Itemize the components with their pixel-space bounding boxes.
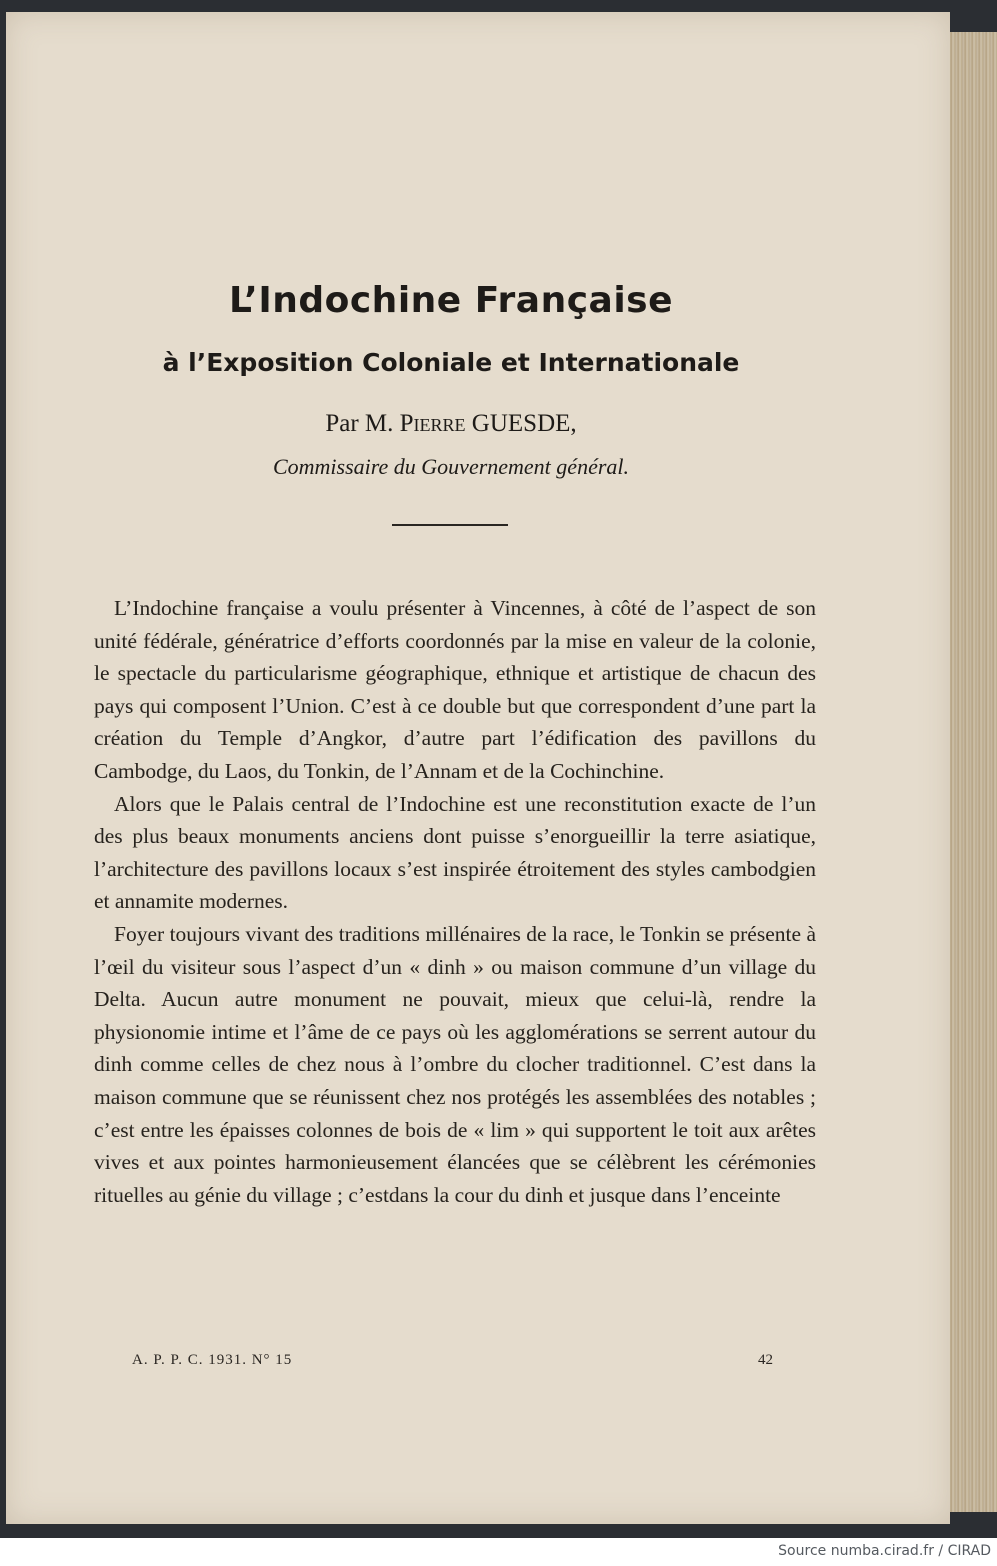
author-byline	[6, 410, 896, 438]
document-page	[6, 12, 950, 1524]
paragraph-3: Foyer toujours vivant des traditions millénaires de la race, le Tonkin se présente à l’œil du visiteur sous l’aspect d’un « dinh » ou maison commune d’un village du Delta. Aucun autre monument ne pouvait, mieux que celui-là, rendre la physionomie intime et l’âme de ce pays où les agglomérations se serrent autour du dinh comme celles de chez nous à l’ombre du clocher traditionnel. C’est dans la maison commune que se réunissent chez nos protégés les assemblées des notables ; c’est entre les épaisses colonnes de bois de « lim » qui supportent le toit aux arêtes vives et aux pointes harmonieusement élancées que se célèbrent les cérémonies rituelles au génie du village ; c’estdans la cour du dinh et jusque dans l’enceinte	[94, 921, 816, 1207]
document-subtitle: à l’Exposition Coloniale et Internationale	[162, 348, 740, 377]
page-number: 42	[758, 1352, 773, 1368]
paragraph-1: L’Indochine française a voulu présenter à Vincennes, à côté de l’aspect de son unité fédérale, génératrice d’efforts coordonnés par la mise en valeur de la colonie, le spectacle du particularisme géographique, ethnique et artistique de chacun des pays qui composent l’Union. C’est à ce double but que correspondent d’une part la création du Temple d’Angkor, d’autre part l’édification des pavillons du Cambodge, du Laos, du Tonkin, de l’Annam et de la Cochinchine.	[94, 596, 816, 783]
source-credit: Source numba.cirad.fr / CIRAD	[778, 1543, 991, 1559]
paragraph-2: Alors que le Palais central de l’Indochine est une reconstitution exacte de l’un des plus beaux monuments anciens dont puisse s’enorgueillir la terre asiatique, l’architecture des pavillons locaux s’est inspirée étroitement des styles cambodgien et annamite modernes.	[94, 791, 816, 914]
document-title: L’Indochine Française	[228, 280, 674, 321]
author-first-name: Pierre	[399, 410, 466, 437]
author-last-name: GUESDE,	[465, 410, 577, 437]
byline-prefix: Par M.	[325, 410, 400, 437]
page-edge	[948, 32, 997, 1512]
author-role: Commissaire du Gouvernement général.	[272, 454, 630, 479]
title-divider	[392, 524, 508, 526]
footer-reference: A. P. P. C. 1931. N° 15	[132, 1352, 293, 1368]
article-body	[94, 592, 816, 1211]
